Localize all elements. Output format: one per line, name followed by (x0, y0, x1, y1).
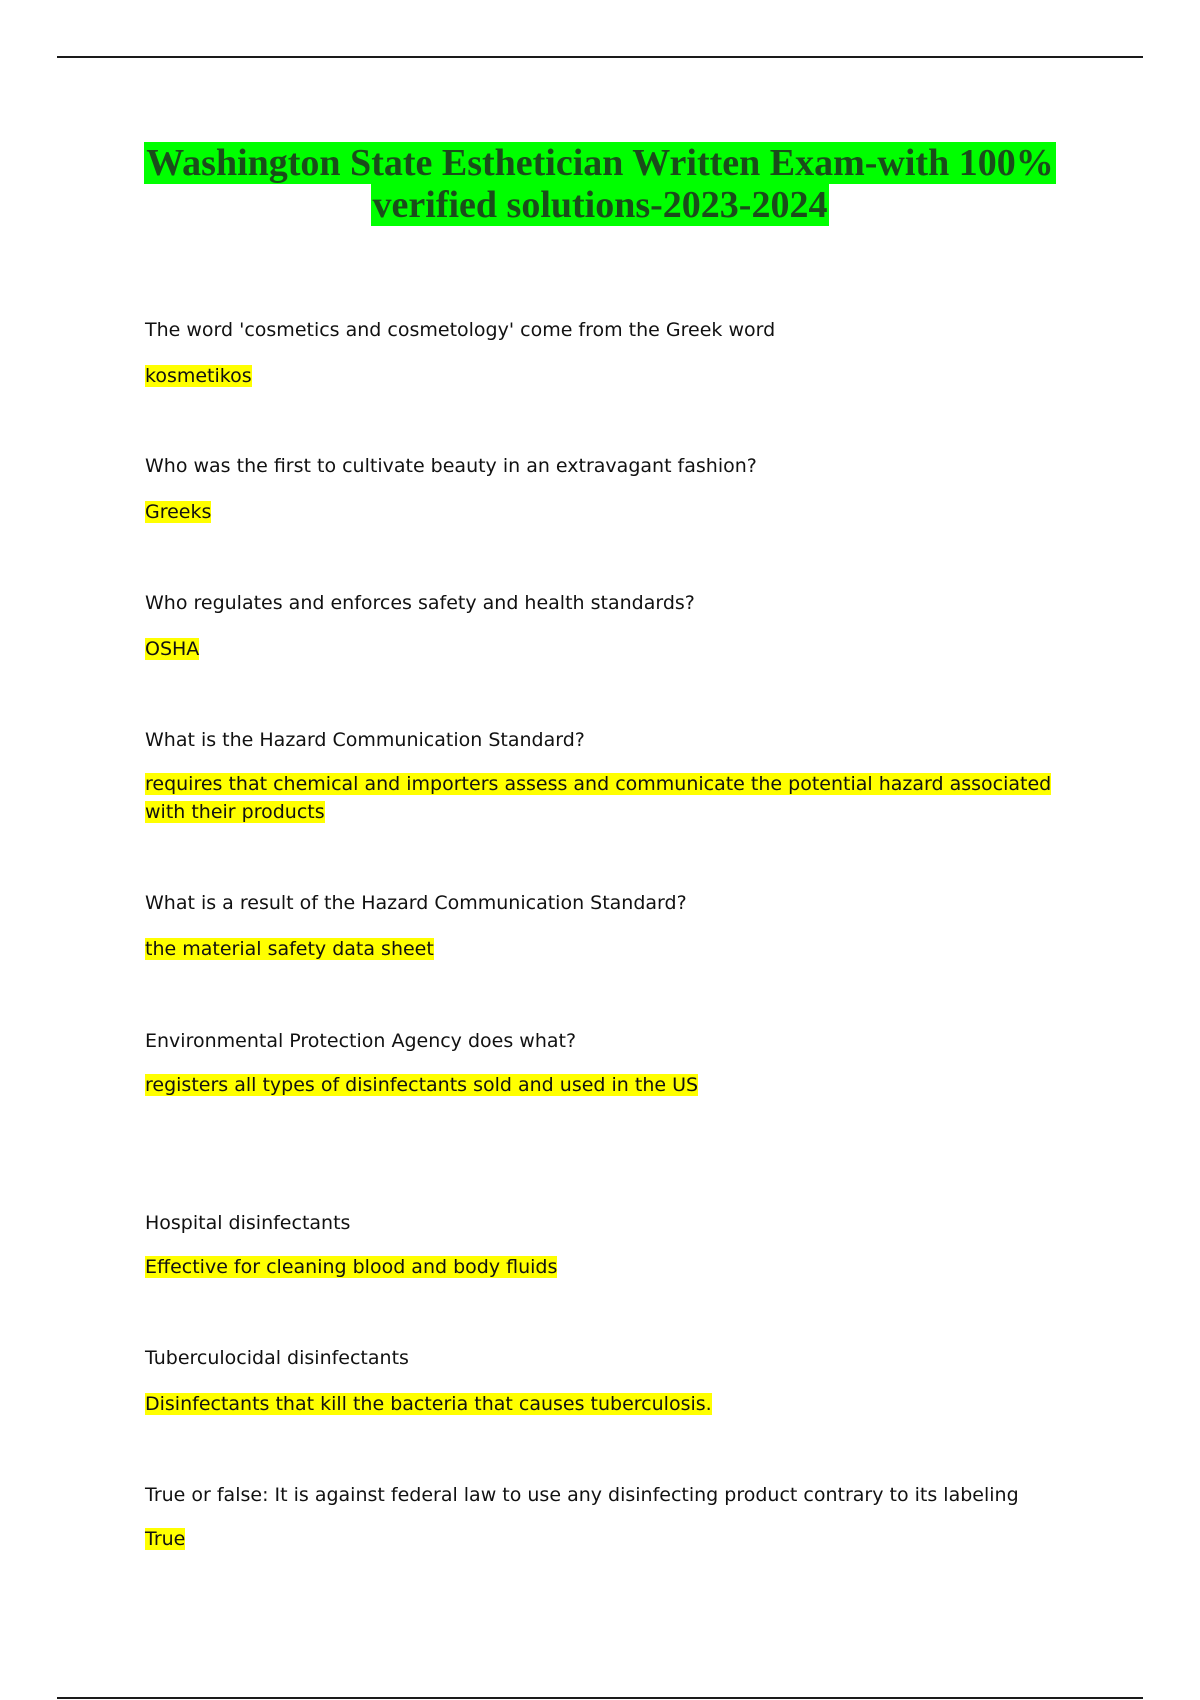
question-text: Hospital disinfectants (145, 1212, 351, 1234)
answer-highlight: requires that chemical and importers assess and communicate the potential hazard associated with their products (145, 773, 1052, 823)
question-text: What is a result of the Hazard Communication Standard? (145, 892, 687, 914)
document-title-block (100, 142, 1100, 226)
bottom-rule (57, 1697, 1143, 1699)
answer-highlight: True (145, 1528, 186, 1550)
answer-text (145, 362, 1065, 390)
answer-highlight: Disinfectants that kill the bacteria that causes tuberculosis. (145, 1393, 712, 1415)
qa-item (145, 890, 1065, 963)
question-text: Environmental Protection Agency does what? (145, 1030, 577, 1052)
answer-text (145, 498, 1065, 526)
answer-highlight: OSHA (145, 638, 200, 660)
answer-highlight: registers all types of disinfectants sold and used in the US (145, 1074, 699, 1096)
answer-text (145, 1525, 1065, 1553)
answer-highlight: Effective for cleaning blood and body fluids (145, 1256, 558, 1278)
question-text: Tuberculocidal disinfectants (145, 1347, 409, 1369)
qa-item (145, 317, 1065, 390)
question-text: The word 'cosmetics and cosmetology' come from the Greek word (145, 319, 776, 341)
question-text: Who regulates and enforces safety and health standards? (145, 592, 695, 614)
qa-item (145, 1210, 1065, 1281)
answer-text (145, 1390, 1065, 1418)
answer-highlight: the material safety data sheet (145, 938, 434, 960)
top-rule (57, 56, 1143, 58)
document-title: Washington State Esthetician Written Exam-with 100% verified solutions-2023-2024 (146, 142, 1054, 226)
answer-text (145, 1071, 1065, 1099)
question-text: True or false: It is against federal law to use any disinfecting product contrary to its labeling (145, 1484, 1019, 1506)
question-text: What is the Hazard Communication Standard? (145, 729, 585, 751)
answer-text (145, 935, 1065, 963)
answer-highlight: Greeks (145, 501, 212, 523)
qa-item (145, 727, 1065, 826)
answer-text (145, 635, 1065, 663)
qa-item (145, 453, 1065, 526)
answer-highlight: kosmetikos (145, 365, 252, 387)
answer-text (145, 1253, 1065, 1281)
qa-item (145, 1028, 1065, 1099)
question-text: Who was the first to cultivate beauty in an extravagant fashion? (145, 455, 757, 477)
qa-item (145, 1345, 1065, 1418)
qa-item (145, 590, 1065, 663)
answer-text (145, 770, 1065, 826)
qa-item (145, 1482, 1065, 1553)
